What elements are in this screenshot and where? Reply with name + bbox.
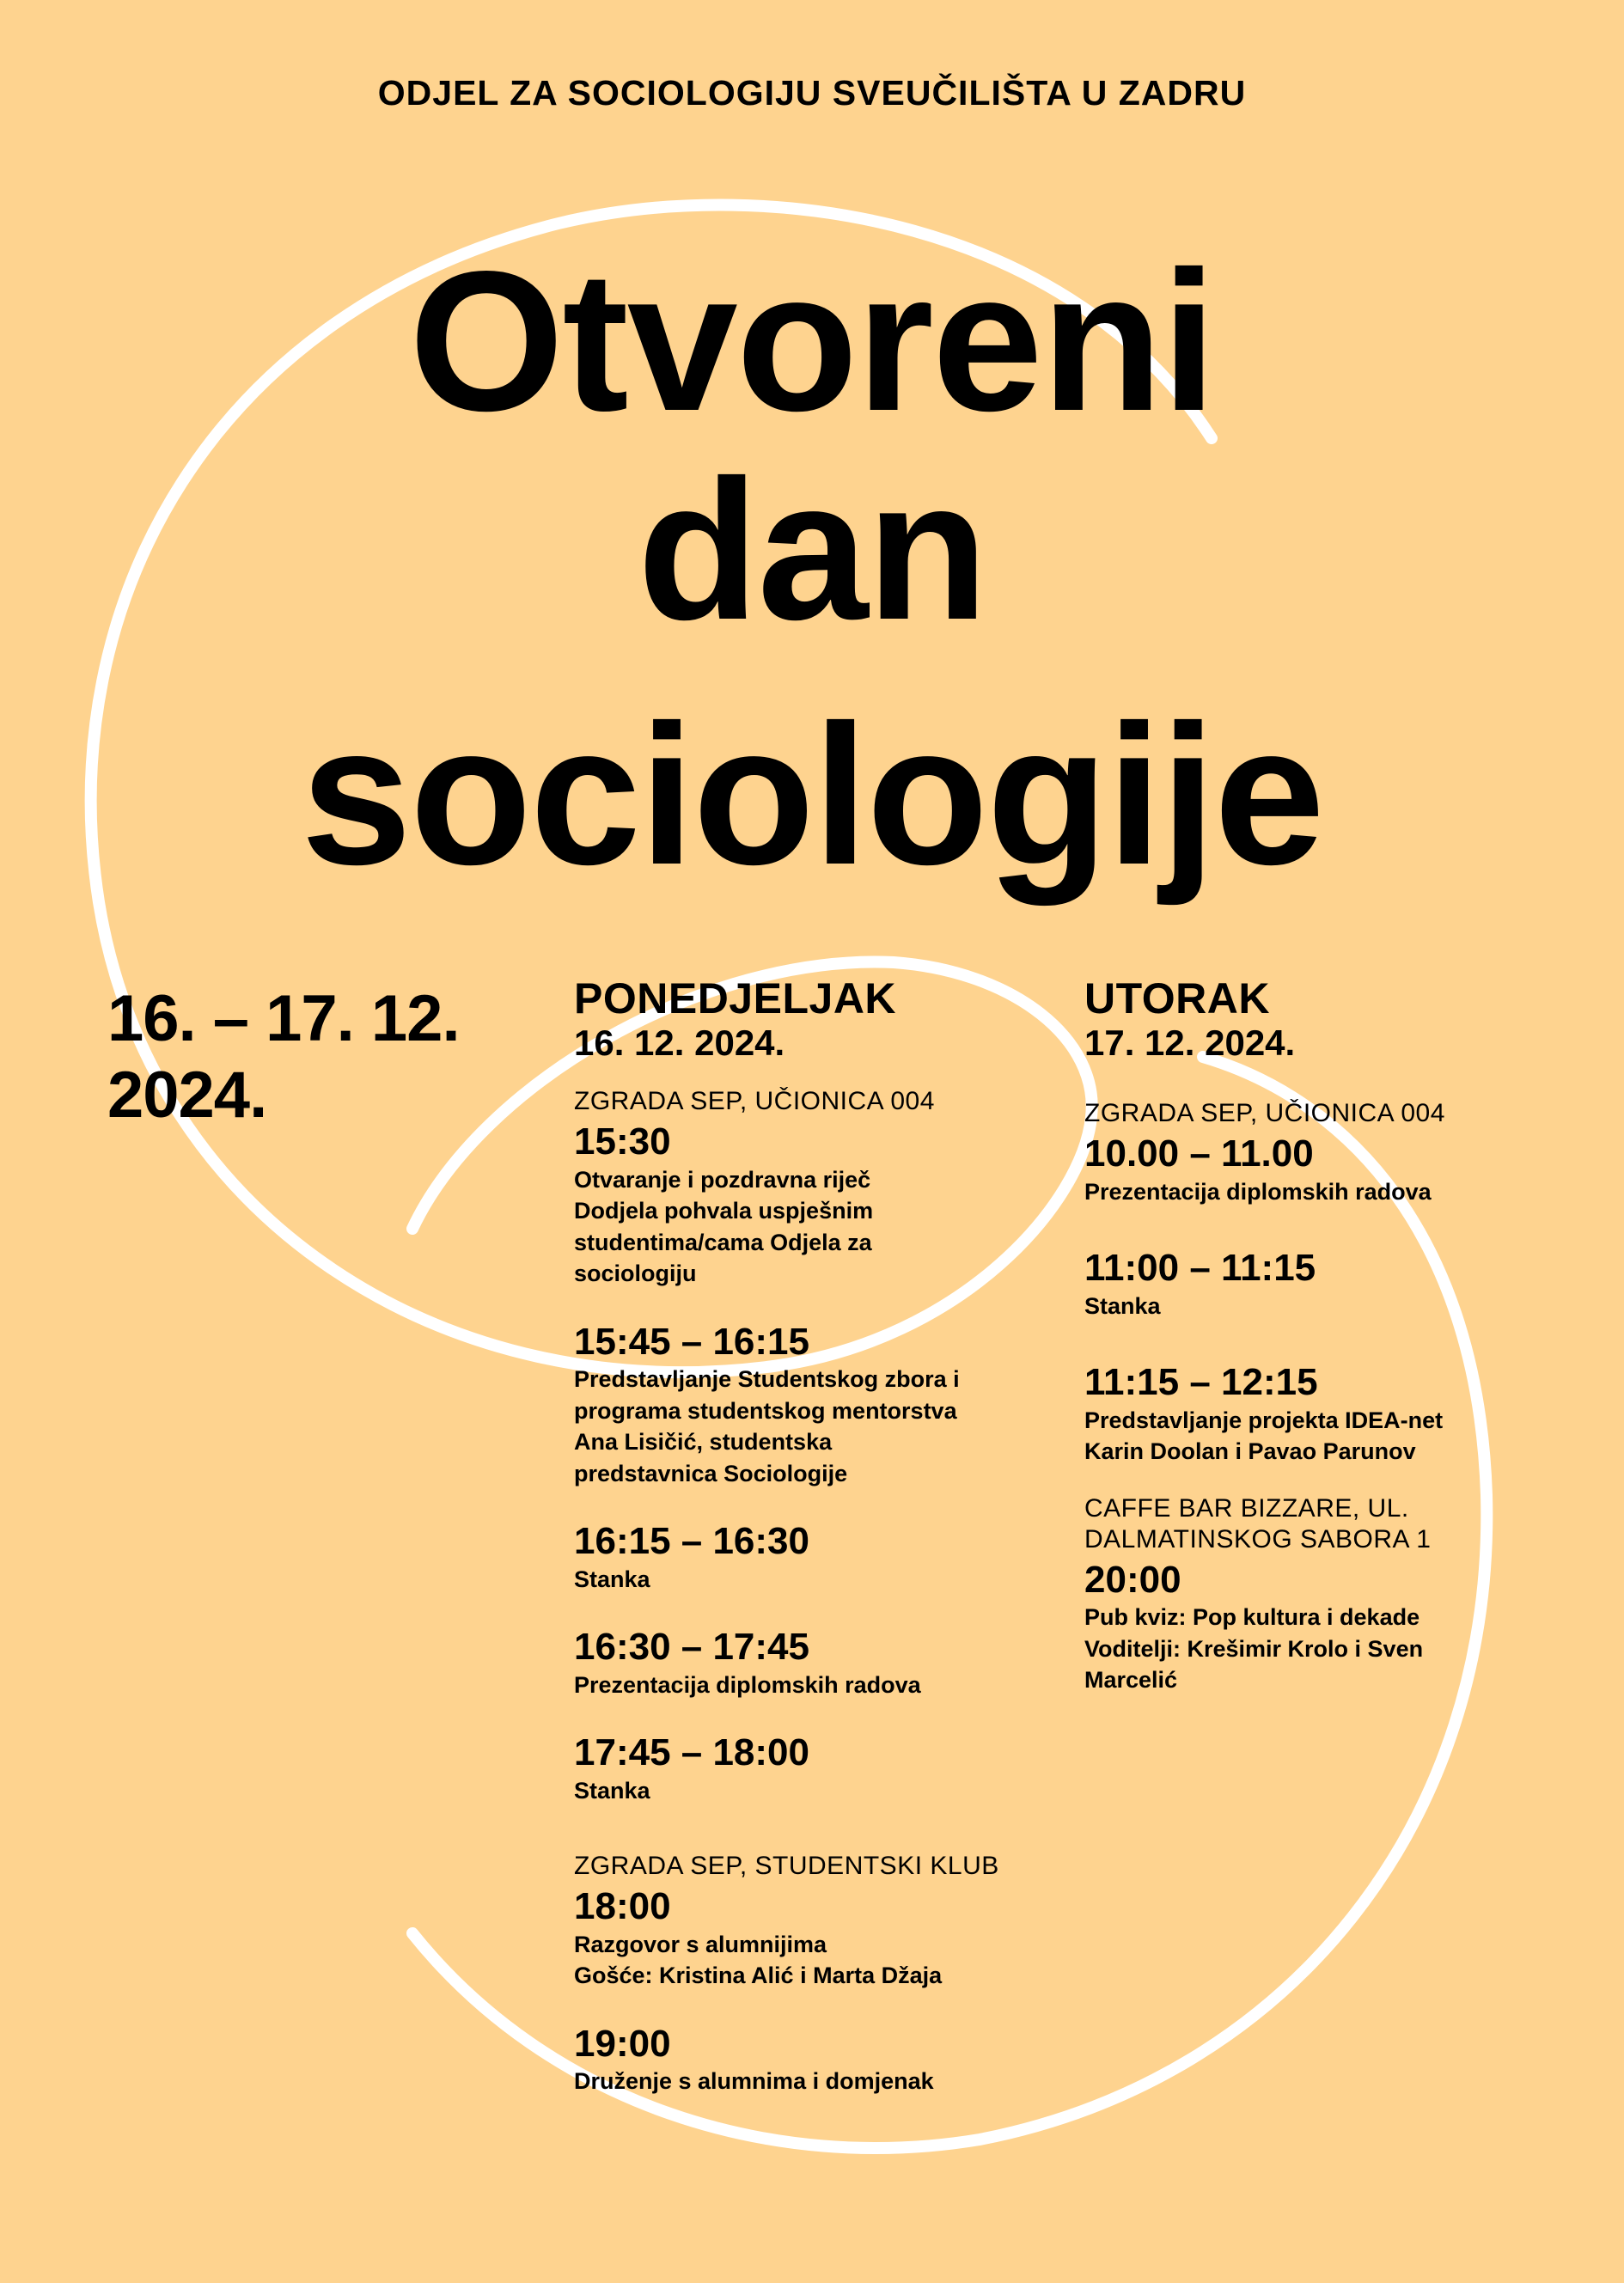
- event-time: 18:00: [574, 1885, 671, 1928]
- event-description-line: Stanka: [574, 1566, 650, 1592]
- tuesday-event: [1084, 1132, 1600, 1207]
- tuesday-venue-2-line: DALMATINSKOG SABORA 1: [1084, 1524, 1432, 1554]
- event-description-line: sociologiju: [574, 1261, 697, 1287]
- event-time: 15:45 – 16:15: [574, 1320, 809, 1363]
- tuesday-day-date: 17. 12. 2024.: [1084, 1022, 1296, 1063]
- event-time: 16:30 – 17:45: [574, 1626, 809, 1669]
- event-description: [574, 1164, 1090, 1290]
- monday-event: [574, 2023, 1090, 2097]
- event-time: 11:00 – 11:15: [1084, 1247, 1316, 1290]
- monday-event: [574, 1321, 1090, 1489]
- event-time: 19:00: [574, 2022, 671, 2065]
- monday-venue-2: ZGRADA SEP, STUDENTSKI KLUB: [574, 1852, 999, 1881]
- event-description-line: Prezentacija diplomskih radova: [1084, 1178, 1432, 1205]
- event-description-line: Predstavljanje projekta IDEA-net: [1084, 1407, 1444, 1433]
- event-description-line: Marcelić: [1084, 1667, 1178, 1694]
- event-description-line: Dodjela pohvala uspješnim: [574, 1198, 874, 1224]
- date-range: [107, 981, 460, 1134]
- monday-event: [574, 1120, 1090, 1289]
- monday-day-date: 16. 12. 2024.: [574, 1022, 785, 1063]
- tuesday-event: [1084, 1361, 1600, 1467]
- event-time: 20:00: [1084, 1558, 1181, 1601]
- event-description-line: Pub kviz: Pop kultura i dekade: [1084, 1604, 1420, 1631]
- event-description: [1084, 1291, 1600, 1322]
- event-description-line: predstavnica Sociologije: [574, 1460, 848, 1486]
- tuesday-venue-1: ZGRADA SEP, UČIONICA 004: [1084, 1099, 1445, 1128]
- event-time: 16:15 – 16:30: [574, 1519, 809, 1562]
- tuesday-venue-2-line: CAFFE BAR BIZZARE, UL.: [1084, 1493, 1409, 1523]
- event-description-line: Karin Doolan i Pavao Parunov: [1084, 1438, 1416, 1465]
- event-description: [574, 2066, 1090, 2097]
- date-range-line-2: 2024.: [107, 1058, 267, 1132]
- event-description-line: Stanka: [1084, 1292, 1161, 1319]
- event-description-line: Druženje s alumnima i domjenak: [574, 2068, 934, 2095]
- event-description-line: Voditelji: Krešimir Krolo i Sven: [1084, 1635, 1424, 1662]
- monday-event: [574, 1520, 1090, 1595]
- event-description: [1084, 1602, 1600, 1695]
- monday-column: [574, 975, 1090, 2128]
- tuesday-event: [1084, 1247, 1600, 1322]
- event-description-line: Razgovor s alumnijima: [574, 1931, 827, 1957]
- event-description-line: Gošće: Kristina Alić i Marta Džaja: [574, 1963, 943, 1989]
- event-time: 10.00 – 11.00: [1084, 1132, 1314, 1175]
- event-description: [1084, 1405, 1600, 1468]
- event-description: [574, 1775, 1090, 1806]
- event-description: [574, 1364, 1090, 1489]
- event-description: [574, 1670, 1090, 1700]
- organizer: ODJEL ZA SOCIOLOGIJU SVEUČILIŠTA U ZADRU: [377, 73, 1247, 113]
- event-description: [574, 1929, 1090, 1992]
- event-time: 11:15 – 12:15: [1084, 1361, 1318, 1404]
- event-time: 17:45 – 18:00: [574, 1731, 809, 1774]
- monday-event: [574, 1731, 1090, 1806]
- monday-venue-1: ZGRADA SEP, UČIONICA 004: [574, 1087, 935, 1116]
- title-line-3: sociologije: [301, 684, 1323, 906]
- event-description-line: Prezentacija diplomskih radova: [574, 1671, 921, 1698]
- monday-day-name: PONEDJELJAK: [574, 974, 897, 1022]
- event-description-line: Otvaranje i pozdravna riječ: [574, 1166, 871, 1193]
- event-description-line: Stanka: [574, 1777, 650, 1804]
- event-description: [1084, 1176, 1600, 1207]
- monday-event: [574, 1626, 1090, 1700]
- event-description-line: studentima/cama Odjela za: [574, 1229, 872, 1255]
- tuesday-event: [1084, 1559, 1600, 1696]
- tuesday-venue-2: [1084, 1493, 1600, 1555]
- event-description: [574, 1564, 1090, 1595]
- title-line-2: dan: [637, 439, 987, 662]
- title-line-1: Otvoreni: [409, 230, 1215, 453]
- date-range-line-1: 16. – 17. 12.: [107, 982, 460, 1055]
- tuesday-column: [1084, 975, 1600, 1727]
- tuesday-day-name: UTORAK: [1084, 974, 1270, 1022]
- event-description-line: programa studentskog mentorstva: [574, 1397, 957, 1424]
- monday-event: [574, 1885, 1090, 1991]
- event-description-line: Ana Lisičić, studentska: [574, 1429, 833, 1456]
- event-description-line: Predstavljanje Studentskog zbora i: [574, 1366, 960, 1393]
- event-time: 15:30: [574, 1120, 671, 1163]
